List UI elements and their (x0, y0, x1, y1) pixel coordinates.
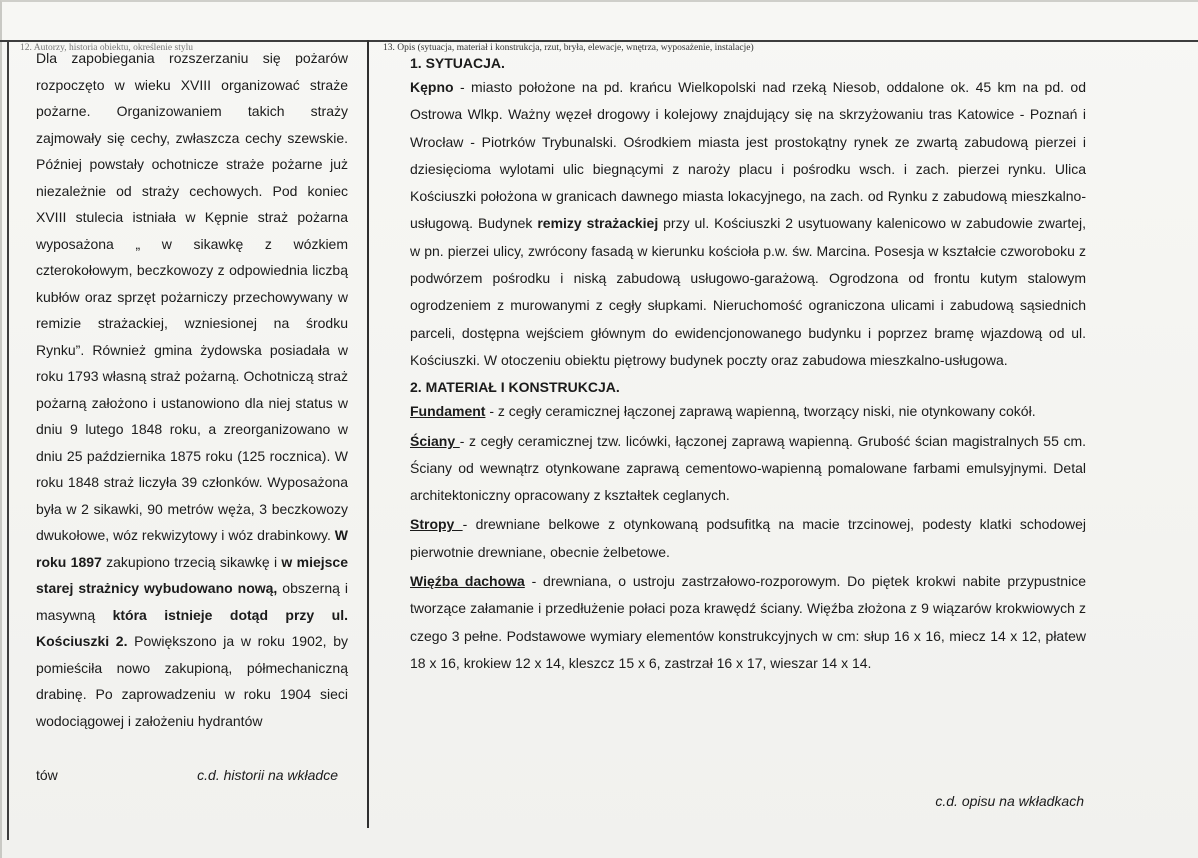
history-bold-year: W roku 1897 (36, 527, 348, 570)
description-column (410, 52, 1086, 677)
history-footer (36, 767, 338, 783)
history-bold-location: która istnieje dotąd przy ul. Kościuszki 2. (36, 606, 348, 649)
heading-material: 2. MATERIAŁ I KONSTRUKCJA. (410, 379, 620, 396)
frame-top-rule (0, 40, 1198, 42)
situation-text: - miasto położone na pd. krańcu Wielkopolski nad rzeką Niesob, oddalone ok. 45 km na pd. od Ostrowa Wlkp. Ważny węzeł drogowy i kolejowy znajdujący się na skrzyżowaniu tras Katowice - Poznań i Wrocław - Piotrków Trybunalski. Ośrodkiem miasta jest prostokątny rynek ze zwartą zabudową pierzei i dziesięcioma wylotami ulic biegnącymi z naroży placu i pośrodku wsch. i zach. pierzei rynku. Ulica Kościuszki położona w granicach dawnego miasta lokacyjnego, na zach. od Rynku z zabudową mieszkalno-usługową. Budynek (410, 79, 1086, 232)
material-item (410, 511, 1086, 566)
history-column (36, 45, 348, 734)
material-text: - drewniana, o ustroju zastrzałowo-rozporowym. Do piętek krokwi nabite przypustnice tworzące załamanie i przedłużenie połaci poza krawędź ściany. Więźba złożona z 9 wiązarów krokwiowych z czego 3 pełne. Podstawowe wymiary elementów konstrukcyjnych w cm: słup 16 x 16, miecz 14 x 12, płatew 18 x 16, krokiew 12 x 14, kleszcz 15 x 6, zastrzał 16 x 17, wieszar 14 x 14. (410, 573, 1086, 671)
material-text: - drewniane belkowe z otynkowaną podsufitką na macie trzcinowej, podesty klatki schodowej pierwotnie drewniane, obecnie żelbetowe. (410, 516, 1086, 560)
heading-situation: 1. SYTUACJA. (410, 55, 505, 71)
column-divider (367, 40, 369, 828)
history-bold-new-station: w miejsce starej strażnicy wybudowano nową, (36, 553, 348, 596)
material-item (410, 398, 1086, 425)
history-text: Dla zapobiegania rozszerzaniu się pożarów rozpoczęto w wieku XVIII organizować straże pożarne. Organizowaniem takich straży zajmowały się cechy, zwłaszcza cechy szewskie. Później powstały ochotnicze straże pożarne już niezależnie od straży cechowych. Pod koniec XVIII stulecia istniała w Kępnie straż pożarna wyposażona „ w sikawkę z wózkiem czterokołowym, beczkowozy z odpowiednia liczbą kubłów oraz sprzęt pożarniczy przechowywany w remizie strażackiej, wzniesionej na środku Rynku”. Również gmina żydowska posiadała w roku 1793 własną straż pożarną. Ochotniczą straż pożarną założono i ustanowiono dla niej status w dniu 9 lutego 1848 roku, a zreorganizowano w dniu 25 października 1875 roku (125 rocznica). W roku 1848 straż liczyła 39 członków. Wyposażona była w 2 sikawki, 90 metrów węża, 3 beczkowozy dwukołowe, wóz rekwizytowy i wóz drabinkowy. (36, 50, 348, 543)
history-text: zakupiono trzecią sikawkę i (101, 553, 282, 570)
history-paragraph (36, 45, 348, 734)
material-term: Fundament (410, 403, 486, 420)
section-label-13: 13. Opis (sytuacja, materiał i konstrukcja, rzut, bryła, elewacje, wnętrza, wyposażenie, instalacje) (383, 43, 754, 53)
section-label-12: 12. Autorzy, historia obiektu, określenie stylu (20, 43, 193, 53)
material-text: - z cegły ceramicznej łączonej zaprawą wapienną, tworzący niski, nie otynkowany cokół. (485, 403, 1036, 420)
situation-text: przy ul. Kościuszki 2 usytuowany kalenicowo w zabudowie zwartej, w pn. pierzei ulicy, zwrócony fasadą w kierunku kościoła p.w. św. Marcina. Posesja w kształcie czworoboku z podwórzem pośrodku i niską zabudową usługowo-garażową. Ogrodzona od frontu kutym stalowym ogrodzeniem z murowanymi z cegły słupkami. Nieruchomość ograniczona ulicami i zabudową sąsiednich parceli, dostępna wejściem głównym do ewidencjonowanego budynku i poprzez bramę wjazdową od ul. Kościuszki. W otoczeniu obiektu piętrowy budynek poczty oraz zabudowa mieszkalno-usługowa. (410, 215, 1086, 368)
description-continued-note: c.d. opisu na wkładkach (935, 793, 1084, 809)
material-term: Stropy (410, 516, 463, 533)
situation-paragraph (410, 74, 1086, 374)
situation-town: Kępno (410, 79, 454, 95)
history-footer-word: tów (36, 767, 58, 783)
history-continued-note: c.d. historii na wkładce (197, 767, 338, 783)
material-term: Ściany (410, 432, 460, 449)
material-item (410, 568, 1086, 677)
material-term: Więźba dachowa (410, 573, 525, 590)
history-text: obszerną i masywną (36, 580, 348, 623)
history-text: Powiększono ja w roku 1902, by pomieściła nowo zakupioną, półmechaniczną drabinę. Po zaprowadzeniu w roku 1904 sieci wodociągowej i założeniu hydrantów (36, 633, 349, 729)
material-item (410, 428, 1086, 510)
situation-building: remizy strażackiej (537, 215, 659, 232)
material-text: - z cegły ceramicznej tzw. licówki, łączonej zaprawą wapienną. Grubość ścian magistralnych 55 cm. Ściany od wewnątrz otynkowane zaprawą cementowo-wapienną pomalowane farbami emulsyjnymi. Detal architektoniczny opracowany z kształtek ceglanych. (410, 432, 1087, 504)
frame-left-rule (7, 40, 9, 840)
